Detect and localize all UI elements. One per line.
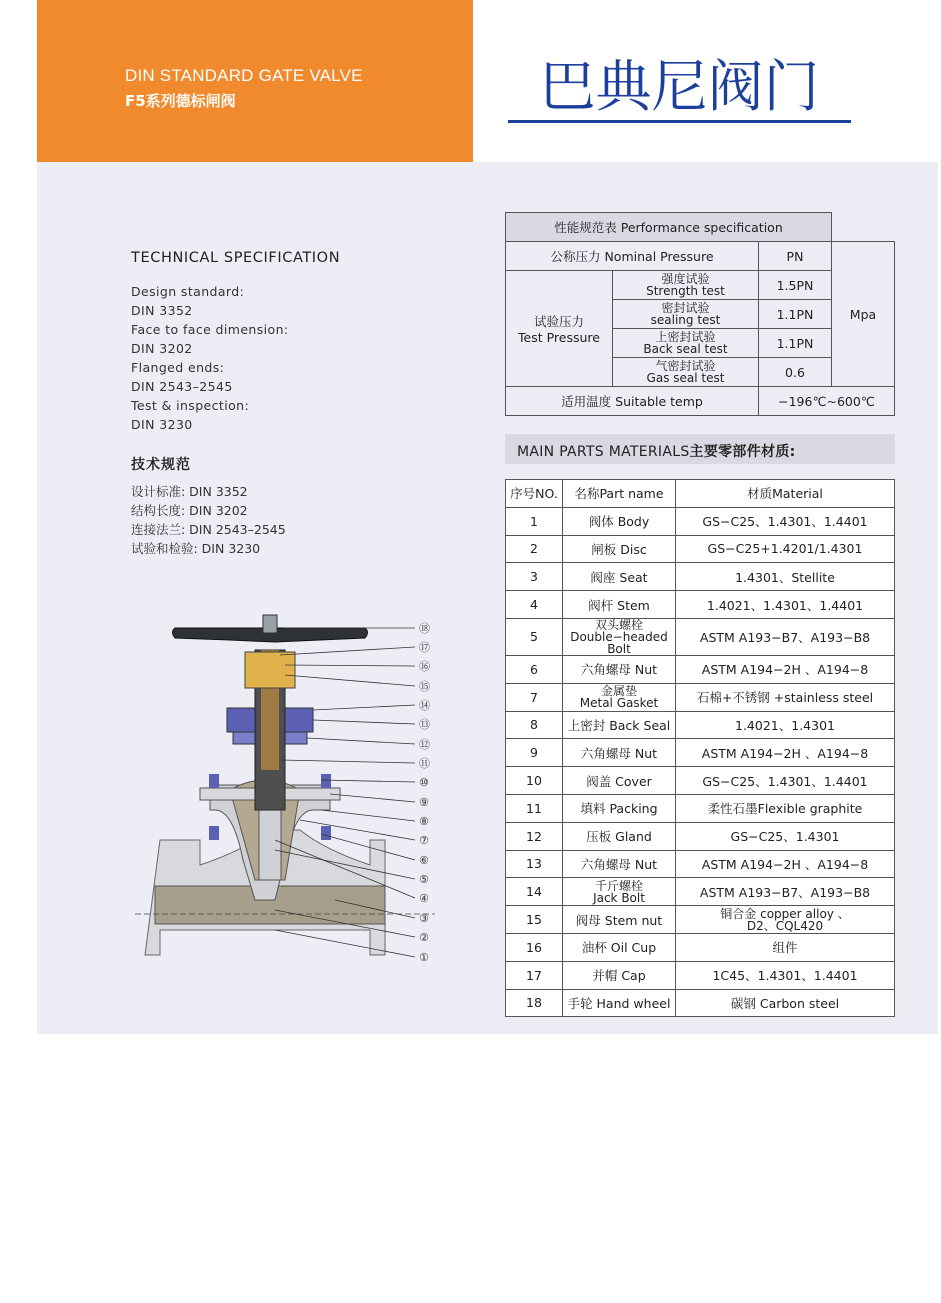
table-row — [506, 711, 895, 739]
main-parts-title — [517, 441, 796, 461]
table-row — [506, 683, 895, 711]
test-cn: 密封试验 — [661, 301, 710, 315]
part-no: 18 — [506, 989, 563, 1017]
temp-value: −196℃~600℃ — [759, 387, 895, 416]
brand-name: 巴典尼阀门 — [508, 58, 851, 123]
col-header-material: 材质Material — [676, 480, 895, 508]
part-material: 1.4021、1.4301、1.4401 — [676, 591, 895, 619]
part-name: 手轮 Hand wheel — [563, 989, 676, 1017]
tech-spec-title: TECHNICAL SPECIFICATION — [131, 250, 341, 266]
part-no: 1 — [506, 507, 563, 535]
part-no: 7 — [506, 683, 563, 711]
test-row-name — [613, 300, 759, 329]
part-no: 14 — [506, 878, 563, 906]
callout-label: ⑰ — [419, 641, 430, 654]
callout-label: ⑬ — [419, 718, 430, 731]
part-material — [676, 906, 895, 934]
part-material: GS−C25、1.4301、1.4401 — [676, 767, 895, 795]
callout-label: ⑮ — [419, 680, 430, 693]
table-row — [506, 961, 895, 989]
part-material: ASTM A193−B7、A193−B8 — [676, 878, 895, 906]
part-no: 6 — [506, 655, 563, 683]
main-parts-title-cn: 主要零部件材质: — [689, 444, 796, 460]
spec-line: Face to face dimension: — [131, 322, 289, 337]
test-row-value: 1.1PN — [759, 329, 832, 358]
table-row — [506, 563, 895, 591]
test-row-value: 0.6 — [759, 358, 832, 387]
part-name: 六角螺母 Nut — [563, 655, 676, 683]
part-no: 11 — [506, 794, 563, 822]
test-row-name — [613, 329, 759, 358]
tech-spec-cn-list — [131, 482, 286, 558]
callout-label: ⑤ — [419, 873, 429, 886]
spec-cn-line: 设计标准: DIN 3352 — [131, 484, 248, 499]
test-cn: 气密封试验 — [655, 359, 716, 373]
table-row — [506, 822, 895, 850]
test-en: sealing test — [650, 313, 721, 327]
test-cn: 强度试验 — [661, 272, 710, 286]
part-material-line: 铜合金 copper alloy 、 — [720, 906, 850, 921]
pn-label: PN — [759, 242, 832, 271]
header-title-en: DIN STANDARD GATE VALVE — [125, 66, 363, 85]
col-header-no: 序号NO. — [506, 480, 563, 508]
test-pressure-label — [506, 271, 613, 387]
table-row — [506, 989, 895, 1017]
spec-line: Flanged ends: — [131, 360, 225, 375]
part-name — [563, 878, 676, 906]
table-row — [506, 739, 895, 767]
spec-line: Design standard: — [131, 284, 245, 299]
part-material: ASTM A194−2H 、A194−8 — [676, 850, 895, 878]
performance-table — [505, 212, 895, 416]
callout-label: ② — [419, 931, 429, 944]
table-row — [506, 507, 895, 535]
test-pressure-cn: 试验压力 — [533, 314, 584, 329]
part-no: 3 — [506, 563, 563, 591]
part-name: 六角螺母 Nut — [563, 850, 676, 878]
test-cn: 上密封试验 — [655, 330, 716, 344]
part-material: 石棉+不锈钢 +stainless steel — [676, 683, 895, 711]
spec-line: DIN 3202 — [131, 341, 193, 356]
part-no: 12 — [506, 822, 563, 850]
spec-line: DIN 2543–2545 — [131, 379, 233, 394]
part-name: 阀盖 Cover — [563, 767, 676, 795]
part-material: GS−C25、1.4301、1.4401 — [676, 507, 895, 535]
header-banner — [37, 0, 473, 162]
part-name: 阀母 Stem nut — [563, 906, 676, 934]
part-name-en: Metal Gasket — [579, 696, 659, 711]
spec-line: DIN 3352 — [131, 303, 193, 318]
header-title-cn: F5系列德标闸阀 — [125, 92, 236, 110]
callout-label: ⑧ — [419, 815, 429, 828]
test-en: Strength test — [646, 284, 725, 298]
callout-label: ⑥ — [419, 854, 429, 867]
callout-label: ⑫ — [419, 738, 430, 751]
callout-label: ⑩ — [419, 776, 429, 789]
performance-title: 性能规范表 Performance specification — [506, 213, 832, 242]
part-no: 5 — [506, 618, 563, 655]
part-no: 15 — [506, 906, 563, 934]
table-row — [506, 906, 895, 934]
table-row — [506, 618, 895, 655]
part-material: 柔性石墨Flexible graphite — [676, 794, 895, 822]
test-row-value: 1.1PN — [759, 300, 832, 329]
part-material: 1.4021、1.4301 — [676, 711, 895, 739]
part-material: GS−C25、1.4301 — [676, 822, 895, 850]
tech-spec-list — [131, 282, 289, 434]
test-pressure-en: Test Pressure — [518, 330, 600, 345]
gate-valve-drawing — [135, 610, 435, 980]
table-row — [506, 794, 895, 822]
part-name-en: Jack Bolt — [593, 890, 645, 905]
part-name-en: Double−headed Bolt — [570, 629, 668, 656]
part-no: 10 — [506, 767, 563, 795]
part-no: 17 — [506, 961, 563, 989]
part-name: 油杯 Oil Cup — [563, 933, 676, 961]
callout-label: ⑯ — [419, 660, 430, 673]
test-row-name — [613, 271, 759, 300]
callout-numbers — [419, 622, 430, 964]
main-parts-title-en: MAIN PARTS MATERIALS — [517, 444, 690, 460]
part-material: ASTM A194−2H 、A194−8 — [676, 655, 895, 683]
part-material-line: D2、CQL420 — [746, 918, 824, 933]
table-row — [506, 591, 895, 619]
part-name: 压板 Gland — [563, 822, 676, 850]
part-material: 1.4301、Stellite — [676, 563, 895, 591]
test-en: Gas seal test — [646, 371, 725, 385]
parts-body — [506, 507, 895, 1017]
callout-label: ⑱ — [419, 622, 430, 635]
test-en: Back seal test — [643, 342, 728, 356]
part-material: 组件 — [676, 933, 895, 961]
part-material: GS−C25+1.4201/1.4301 — [676, 535, 895, 563]
nominal-pressure-label: 公称压力 Nominal Pressure — [506, 242, 759, 271]
callout-label: ① — [419, 951, 429, 964]
parts-table — [505, 479, 895, 1017]
table-row — [506, 767, 895, 795]
part-name: 阀体 Body — [563, 507, 676, 535]
col-header-name: 名称Part name — [563, 480, 676, 508]
callout-label: ⑭ — [419, 699, 430, 712]
part-material: 1C45、1.4301、1.4401 — [676, 961, 895, 989]
part-name — [563, 618, 676, 655]
main-parts-title-bar — [505, 434, 895, 464]
callout-label: ⑨ — [419, 796, 429, 809]
part-name: 闸板 Disc — [563, 535, 676, 563]
spec-cn-line: 连接法兰: DIN 2543–2545 — [131, 522, 286, 537]
spec-line: Test & inspection: — [131, 398, 250, 413]
part-no: 9 — [506, 739, 563, 767]
spec-line: DIN 3230 — [131, 417, 193, 432]
table-row — [506, 535, 895, 563]
callout-label: ③ — [419, 912, 429, 925]
part-material: ASTM A193−B7、A193−B8 — [676, 618, 895, 655]
table-row — [506, 878, 895, 906]
part-no: 8 — [506, 711, 563, 739]
part-material: ASTM A194−2H 、A194−8 — [676, 739, 895, 767]
part-name: 填料 Packing — [563, 794, 676, 822]
test-row-value: 1.5PN — [759, 271, 832, 300]
part-name: 并帽 Cap — [563, 961, 676, 989]
temp-label: 适用温度 Suitable temp — [506, 387, 759, 416]
part-name: 阀杆 Stem — [563, 591, 676, 619]
spec-cn-line: 结构长度: DIN 3202 — [131, 503, 248, 518]
part-name: 六角螺母 Nut — [563, 739, 676, 767]
table-row — [506, 655, 895, 683]
callout-label: ⑪ — [419, 757, 430, 770]
unit-label: Mpa — [832, 242, 895, 387]
part-no: 16 — [506, 933, 563, 961]
part-name: 阀座 Seat — [563, 563, 676, 591]
callout-label: ⑦ — [419, 834, 429, 847]
part-name — [563, 683, 676, 711]
test-row-name — [613, 358, 759, 387]
callout-label: ④ — [419, 892, 429, 905]
tech-spec-cn-title: 技术规范 — [131, 457, 191, 473]
part-no: 2 — [506, 535, 563, 563]
part-no: 13 — [506, 850, 563, 878]
part-name-cn: 金属垫 — [600, 684, 637, 699]
spec-cn-line: 试验和检验: DIN 3230 — [131, 541, 261, 556]
part-name: 上密封 Back Seal — [563, 711, 676, 739]
part-no: 4 — [506, 591, 563, 619]
part-material: 碳钢 Carbon steel — [676, 989, 895, 1017]
table-row — [506, 933, 895, 961]
table-row — [506, 850, 895, 878]
part-name-cn: 双头螺栓 — [594, 617, 643, 632]
part-name-cn: 千斤螺栓 — [594, 878, 643, 893]
